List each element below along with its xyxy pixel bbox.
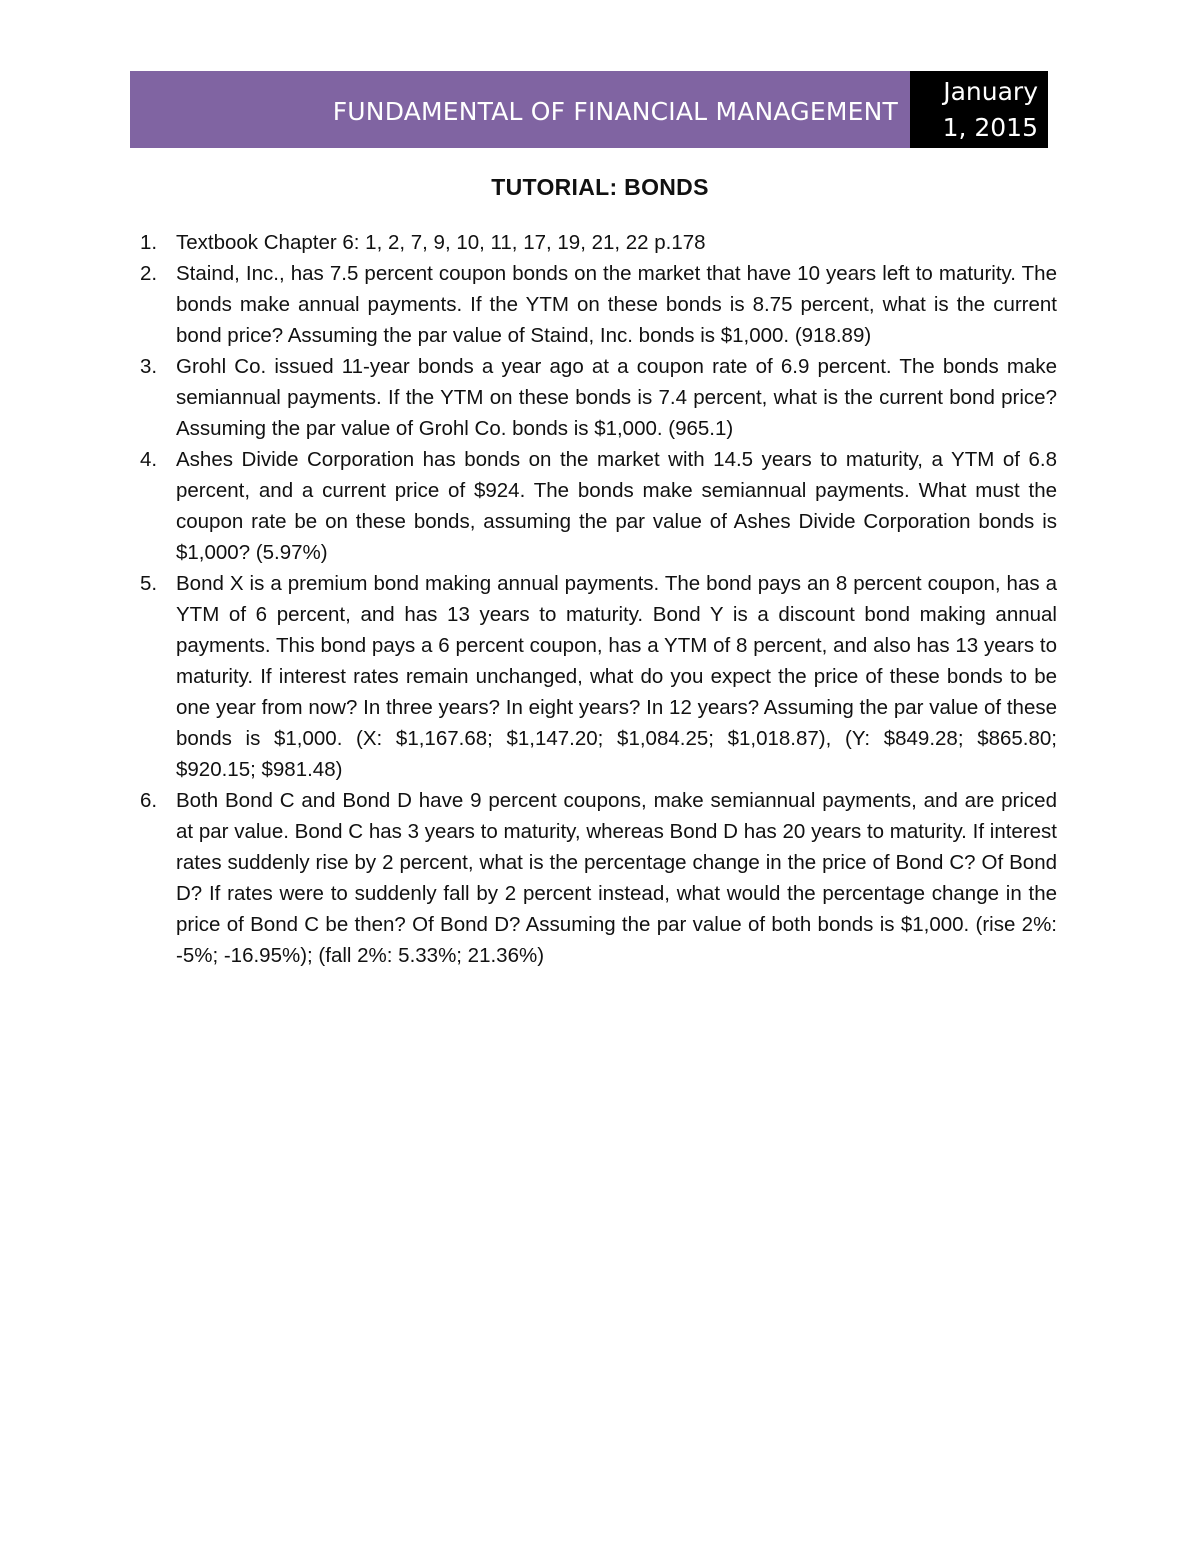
question-text: Ashes Divide Corporation has bonds on the market with 14.5 years to maturity, a YTM of 6.8 percent, and a current price of $924. The bonds make semiannual payments. What must the coupon rate be on these bonds, assuming the par value of Ashes Divide Corporation bonds is $1,000? (5.97%) <box>176 448 1057 564</box>
question-list <box>140 227 1057 971</box>
question-text: Textbook Chapter 6: 1, 2, 7, 9, 10, 11, 17, 19, 21, 22 p.178 <box>176 231 706 254</box>
question-number: 4. <box>140 448 158 471</box>
question-number: 2. <box>140 262 158 285</box>
header-title-band <box>130 71 910 148</box>
question-item <box>140 785 1057 971</box>
header-date: January 1, 2015 <box>910 71 1048 148</box>
question-item <box>140 227 1057 258</box>
page-title: TUTORIAL: BONDS <box>491 174 709 200</box>
question-number: 3. <box>140 355 158 378</box>
question-number: 6. <box>140 789 158 812</box>
question-item <box>140 444 1057 568</box>
question-number: 5. <box>140 572 158 595</box>
question-item <box>140 568 1057 785</box>
question-number: 1. <box>140 231 158 254</box>
header-title: FUNDAMENTAL OF FINANCIAL MANAGEMENT <box>332 97 898 126</box>
question-item <box>140 351 1057 444</box>
question-text: Both Bond C and Bond D have 9 percent coupons, make semiannual payments, and are priced at par value. Bond C has 3 years to maturity, whereas Bond D has 20 years to maturity. If interest rates suddenly rise by 2 percent, what is the percentage change in the price of Bond C? Of Bond D? If rates were to suddenly fall by 2 percent instead, what would the percentage change in the price of Bond C be then? Of Bond D? Assuming the par value of both bonds is $1,000. (rise 2%: -5%; -16.95%); (fall 2%: 5.33%; 21.36%) <box>176 789 1057 967</box>
question-text: Staind, Inc., has 7.5 percent coupon bonds on the market that have 10 years left to maturity. The bonds make annual payments. If the YTM on these bonds is 8.75 percent, what is the current bond price? Assuming the par value of Staind, Inc. bonds is $1,000. (918.89) <box>176 262 1057 347</box>
document-header <box>130 71 1048 148</box>
question-item <box>140 258 1057 351</box>
question-text: Bond X is a premium bond making annual payments. The bond pays an 8 percent coupon, has a YTM of 6 percent, and has 13 years to maturity. Bond Y is a discount bond making annual payments. This bond pays a 6 percent coupon, has a YTM of 8 percent, and also has 13 years to maturity. If interest rates remain unchanged, what do you expect the price of these bonds to be one year from now? In three years? In eight years? In 12 years? Assuming the par value of these bonds is $1,000. (X: $1,167.68; $1,147.20; $1,084.25; $1,018.87), (Y: $849.28; $865.80; $920.15; $981.48) <box>176 572 1057 781</box>
question-text: Grohl Co. issued 11-year bonds a year ago at a coupon rate of 6.9 percent. The bonds make semiannual payments. If the YTM on these bonds is 7.4 percent, what is the current bond price? Assuming the par value of Grohl Co. bonds is $1,000. (965.1) <box>176 355 1057 440</box>
